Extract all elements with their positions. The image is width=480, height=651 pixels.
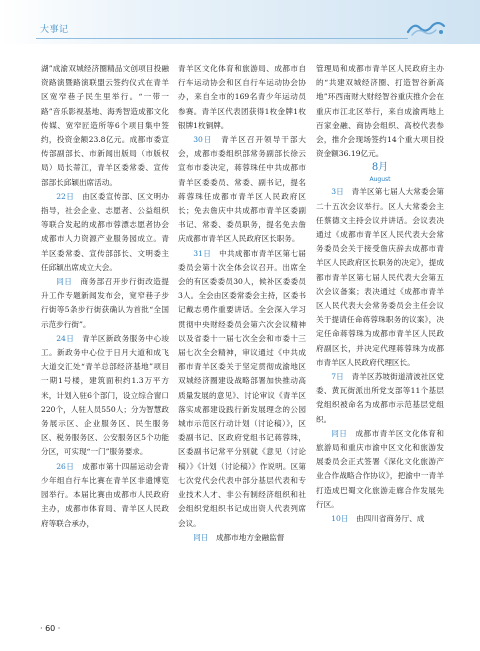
entry-date: 同日 xyxy=(331,428,348,438)
paragraph xyxy=(178,247,306,531)
page-header xyxy=(0,0,480,44)
entry-text: 中共成都市青羊区第七届委员会第十次全体会议召开。出席全会的有区委委员30人，候补区委委员3人。全会由区委常委会主持，区委书记戴志勇作重要讲话。全会深入学习贯彻中央财经委员会第六次会议精神以及省委十一届七次全会和市委十三届七次全会精神，审议通过《中共成都市青羊区委关于坚定贯彻成渝地区双城经济圈建设战略部署加快推动高质量发展的意见》、讨论审议《青羊区落实成都建设践行新发展理念的公园城市示范区行动计划（讨论稿）》，区委副书记、区政府党组书记蒋蓉珠，区委副书记常平分别就《意见（讨论稿）》《计划（讨论稿）》作说明。区第七次党代会代表中部分基层代表和专业技术人才、非公有制经济组织和社会组织党组织书记成出资人代表列席会议。 xyxy=(178,248,306,528)
paragraph xyxy=(316,512,444,526)
entry-text: 由四川省商务厅、成 xyxy=(356,514,425,524)
entry-date: 10日 xyxy=(331,514,349,524)
entry-text: 青羊区新政务服务中心竣工。新政务中心位于日月大道和成飞大道交汇处“青羊总部经济基地”项目一期1号楼，建筑面积约1.3万平方米，计划入驻6个部门，设立综合窗口220个，人驻人员550人；分为智慧政务展示区、企业服务区、民生服务区、税务服务区、公安服务区5个功能分区，可实现“一门”服务要求。 xyxy=(41,333,169,457)
entry-text: 成都市第十四届运动会青少年组自行车比赛在青羊区非遗博览园举行。本届比赛由成都市人民政府主办，成都市体育局、青羊区人民政府等联合承办， xyxy=(41,461,169,528)
paragraph xyxy=(316,427,444,512)
paragraph xyxy=(178,133,306,247)
entry-text: 由区委宣传部、区文明办指导，社会企业、志愿者、公益组织等联合发起的成都市蓉漂志愿者协会成都市人力资源产业服务园成立。青羊区委常委、宣传部部长、文明委主任邱颖出席成立大会。 xyxy=(41,191,169,272)
entry-date: 同日 xyxy=(56,277,73,287)
page-number: · 60 · xyxy=(40,624,61,633)
wave-ornament-icon xyxy=(406,18,446,38)
entry-text: 成都市青羊区文化体育和旅游局和重庆市渝中区文化和旅游发展委员会正式签署《深化文化旅游产业合作战略合作协议》，把渝中一青羊打造成巴蜀文化旅游走廊合作发展先行区。 xyxy=(316,428,444,509)
entry-text: 商务部召开步行街改造提升工作专题新闻发布会，宽窄巷子步行街等5条步行街获确认为首批“全国示范步行街”。 xyxy=(41,277,169,329)
paragraph xyxy=(178,531,306,545)
entry-date: 30日 xyxy=(193,135,213,145)
entry-text: 青羊区第七届人大常委会第二十五次会议举行。区人大常委会主任蔡德文主持会议并讲话。会议表决通过《成都市青羊区人民代表大会常务委员会关于接受詹庆辞去成都市青羊区人民政府区长职务的决定》，提成都市青羊区第七届人民代表大会第五次会议备案；表决通过《成都市青羊区人民代表大会常务委员会主任会议关于提请任命蒋蓉珠职务的议案》，决定任命蒋蓉珠为成都市青羊区人民政府副区长，并决定代理蒋蓉珠为成都市青羊区人民政府代理区长。 xyxy=(316,187,445,367)
entry-text: 青羊区文化体育和旅游局、成都市自行车运动协会和区自行车运动协会协办，来自全市的169名青少年运动员参赛。青羊区代表团获得1枚金牌1枚银牌1枚铜牌。 xyxy=(178,64,306,130)
text-column-2 xyxy=(178,62,306,545)
entry-date: 3日 xyxy=(331,187,344,197)
text-column-3 xyxy=(316,62,444,526)
paragraph xyxy=(316,185,444,370)
paragraph xyxy=(316,370,444,427)
entry-text: 湖”成渝双城经济圈精品文创项目投融资路演暨路演联盟云签约仪式在青羊区宽窄巷子民生里举行。“一带一路”音乐影视基地、海秀智造成都文化传媒、宽窄匠造所等6个项目集中签约，投资金额23.8亿元。成都市委宣传部副部长、市新闻出版局（市版权局）局长蒂江，青羊区委常委、宣传部部长邱颖出席活动。 xyxy=(41,64,169,187)
paragraph xyxy=(316,62,444,161)
paragraph xyxy=(178,62,306,133)
paragraph xyxy=(41,460,169,531)
entry-text: 成都市地方金融监督 xyxy=(215,532,285,542)
paragraph xyxy=(41,62,169,190)
entry-date: 26日 xyxy=(56,461,75,471)
entry-text: 青羊区召开领导干部大会，成都市委组织部常务副部长徐云宣布市委决定，蒋蓉珠任中共成都市青羊区委委员、常委、副书记，提名蒋蓉珠任成都市青羊区人民政府区长；免去詹庆中共成都市青羊区委副书记、常委、委员职务，提名免去詹庆成都市青羊区人民政府区长职务。 xyxy=(178,135,307,244)
paragraph xyxy=(41,275,169,332)
entry-text: 管理局和成都市青羊区人民政府主办的“共建双城经济圈、打造智谷新高地”环西南财大财经智谷重庆推介会在重庆市江北区举行，来自成渝两地上百家金融、商协会组织、高校代表参会，推介会现场签约14个重大项目投资金额36.19亿元。 xyxy=(316,64,444,159)
entry-date: 31日 xyxy=(193,248,212,258)
section-title: 大事记 xyxy=(40,25,69,35)
paragraph xyxy=(41,190,169,275)
paragraph xyxy=(41,332,169,460)
entry-date: 7日 xyxy=(331,372,344,382)
text-column-1 xyxy=(41,62,169,531)
month-heading: 8月 xyxy=(371,162,389,174)
month-subheading: August xyxy=(369,176,391,184)
entry-date: 22日 xyxy=(56,191,75,201)
entry-date: 同日 xyxy=(193,532,209,542)
entry-date: 24日 xyxy=(56,333,75,343)
header-rule xyxy=(36,38,408,39)
entry-text: 青羊区苏坡街道清波社区党委、黄瓦街派出所党支部等11个基层党组织被命名为成都市示范基层党组织。 xyxy=(316,372,445,424)
